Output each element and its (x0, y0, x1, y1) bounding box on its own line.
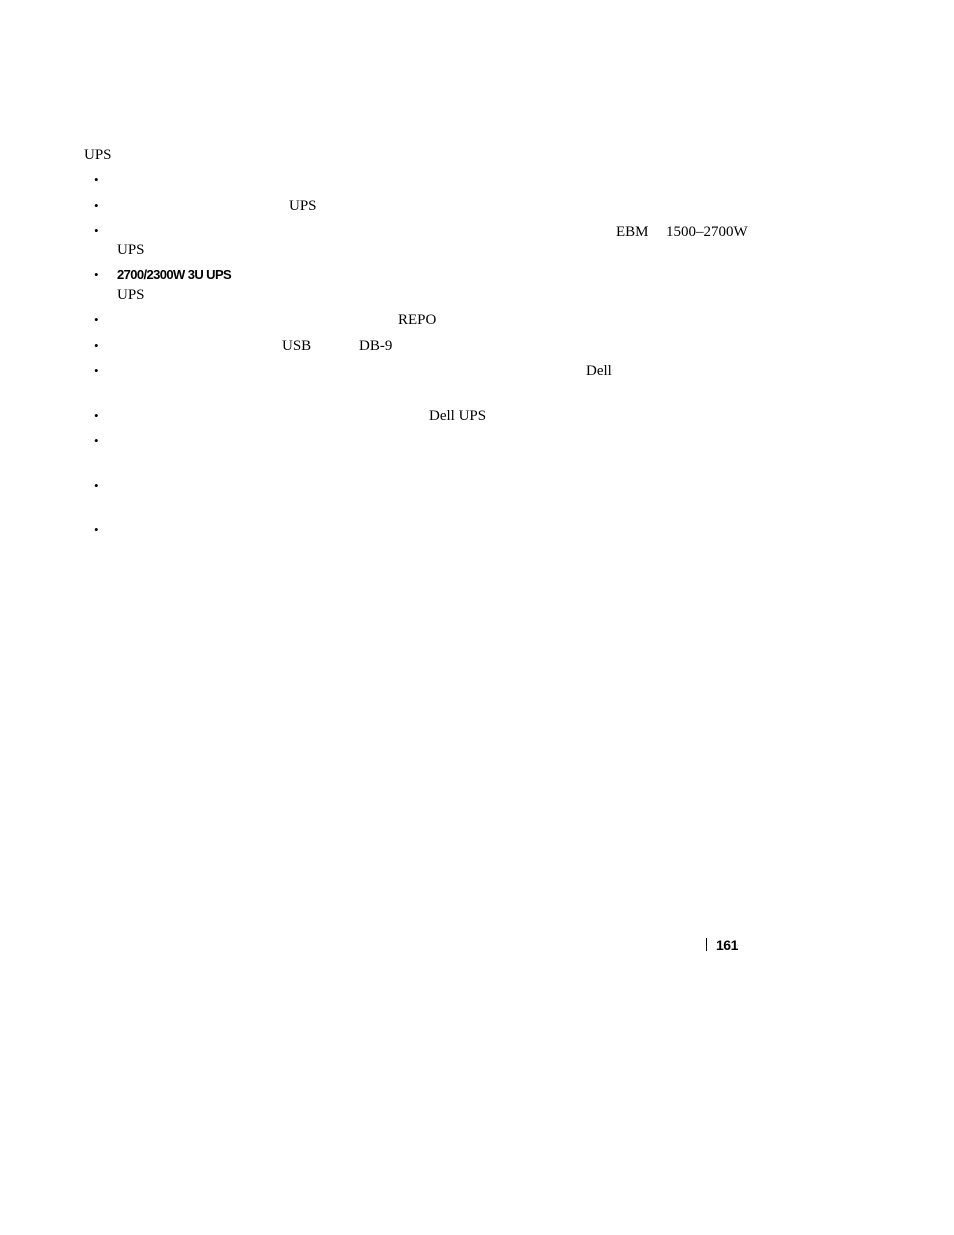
list-item-text: 1500–2700W (666, 224, 748, 240)
list-item-heading: 2700/2300W 3U UPS (117, 267, 232, 282)
bullet-icon: • (94, 433, 99, 448)
bullet-icon: • (94, 312, 99, 327)
list-item-text: UPS (117, 242, 145, 258)
bullet-icon: • (94, 363, 99, 378)
footer-separator (706, 938, 707, 951)
list-item-text: UPS (289, 198, 317, 214)
bullet-icon: • (94, 267, 99, 282)
list-item-text: USB (282, 338, 312, 354)
list-item-text: EBM (616, 224, 649, 240)
list-item-text: Dell (586, 363, 612, 379)
bullet-icon: • (94, 223, 99, 238)
page-number: 161 (716, 937, 738, 953)
list-item-text: DB-9 (359, 338, 393, 354)
list-item-text: REPO (398, 312, 437, 328)
bullet-icon: • (94, 478, 99, 493)
bullet-icon: • (94, 408, 99, 423)
bullet-icon: • (94, 172, 99, 187)
bullet-icon: • (94, 522, 99, 537)
list-item-text: UPS (117, 287, 145, 303)
intro-text: UPS (84, 147, 112, 163)
list-item-text: Dell UPS (429, 408, 487, 424)
bullet-icon: • (94, 338, 99, 353)
bullet-icon: • (94, 198, 99, 213)
